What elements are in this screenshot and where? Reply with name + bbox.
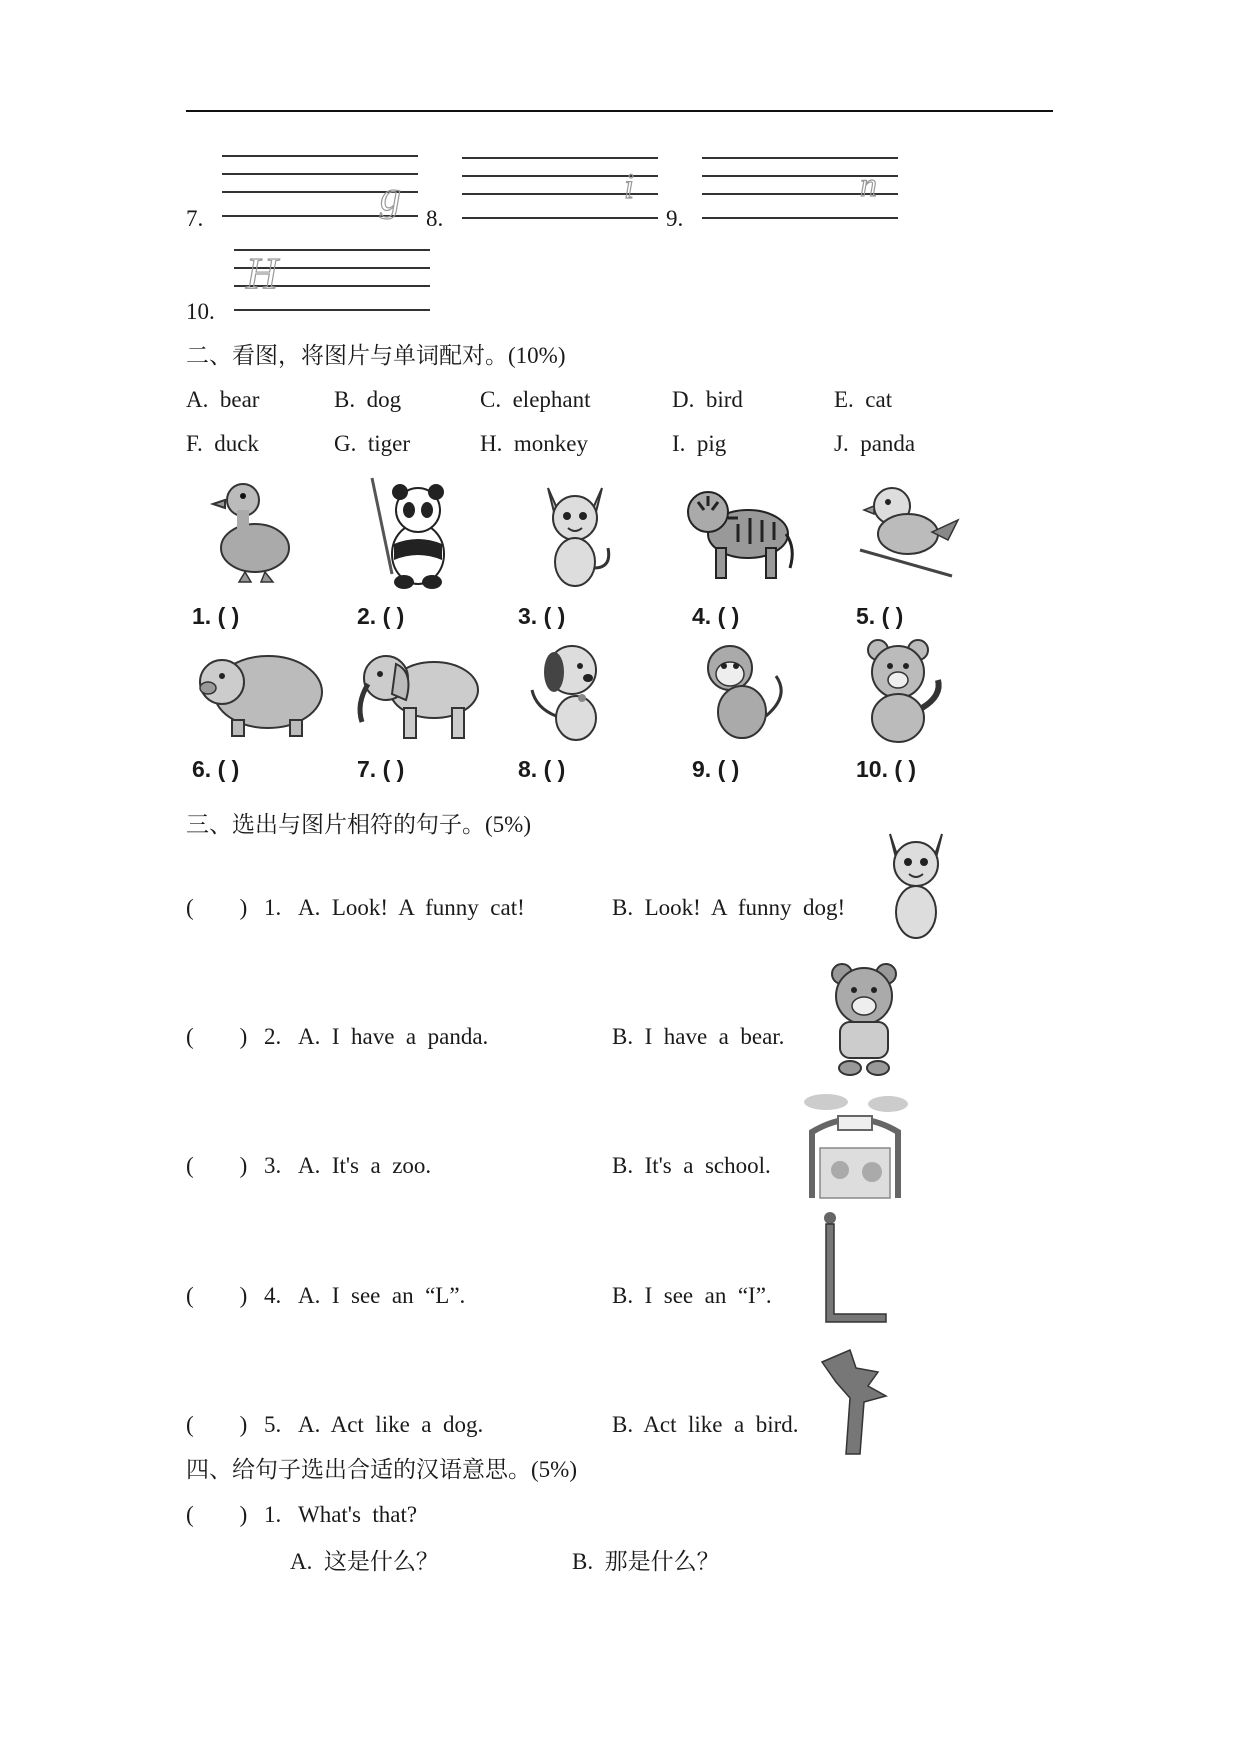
- option-i: I. pig: [672, 431, 727, 456]
- four-line-grid[interactable]: [232, 244, 432, 314]
- question-number: 1.: [264, 895, 282, 920]
- picture-caption-10[interactable]: 10. ( ): [856, 756, 917, 782]
- picture-caption-4[interactable]: 4. ( ): [692, 603, 740, 629]
- four-line-grid[interactable]: [460, 152, 660, 222]
- question-number: 3.: [264, 1153, 282, 1178]
- zoo-icon: [796, 1088, 914, 1206]
- option-b-text: B. Look! A funny dog!: [612, 895, 846, 920]
- answer-paren[interactable]: ( ): [186, 1153, 248, 1178]
- question-number: 1.: [264, 1502, 282, 1527]
- bird-icon: [852, 476, 960, 584]
- four-line-grid[interactable]: [700, 152, 900, 222]
- option-a-text: A. I see an “L”.: [298, 1283, 466, 1308]
- item-number: 8.: [426, 206, 444, 231]
- question-number: 2.: [264, 1024, 282, 1049]
- section-3-title: 三、选出与图片相符的句子。(5%): [186, 812, 531, 837]
- option-d: D. bird: [672, 387, 743, 412]
- picture-caption-8[interactable]: 8. ( ): [518, 756, 566, 782]
- option-j: J. panda: [834, 431, 916, 456]
- section-4-title: 四、给句子选出合适的汉语意思。(5%): [186, 1457, 577, 1482]
- answer-paren[interactable]: ( ): [186, 1024, 248, 1049]
- option-a-text: A. Look! A funny cat!: [298, 895, 525, 920]
- picture-caption-3[interactable]: 3. ( ): [518, 603, 566, 629]
- item-number: 7.: [186, 206, 204, 231]
- option-a-text: A. Act like a dog.: [298, 1412, 484, 1437]
- answer-paren[interactable]: ( ): [186, 1502, 248, 1527]
- option-c: C. elephant: [480, 387, 591, 412]
- dog-icon: [526, 636, 620, 746]
- option-b-text: B. Act like a bird.: [612, 1412, 799, 1437]
- picture-caption-2[interactable]: 2. ( ): [357, 603, 405, 629]
- tracing-letter: g: [380, 174, 401, 220]
- item-number: 10.: [186, 299, 215, 324]
- option-b-text: B. I see an “I”.: [612, 1283, 772, 1308]
- pig-icon: [192, 642, 326, 740]
- cat-icon: [876, 826, 956, 944]
- picture-caption-9[interactable]: 9. ( ): [692, 756, 740, 782]
- duck-icon: [205, 470, 305, 590]
- option-e: E. cat: [834, 387, 893, 412]
- elephant-icon: [348, 644, 488, 744]
- tiger-icon: [678, 478, 798, 588]
- option-g: G. tiger: [334, 431, 411, 456]
- picture-caption-6[interactable]: 6. ( ): [192, 756, 240, 782]
- option-h: H. monkey: [480, 431, 588, 456]
- option-b: B. dog: [334, 387, 402, 412]
- picture-caption-5[interactable]: 5. ( ): [856, 603, 904, 629]
- option-b-text: B. 那是什么？: [572, 1549, 720, 1574]
- option-b-text: B. It's a school.: [612, 1153, 771, 1178]
- option-f: F. duck: [186, 431, 259, 456]
- top-rule: [186, 110, 1053, 112]
- letter-l-icon: [816, 1208, 892, 1330]
- option-a-text: A. I have a panda.: [298, 1024, 489, 1049]
- option-a-text: A. It's a zoo.: [298, 1153, 432, 1178]
- bird-pose-icon: [816, 1342, 896, 1458]
- option-a: A. bear: [186, 387, 260, 412]
- question-text: What's that?: [298, 1502, 418, 1527]
- answer-paren[interactable]: ( ): [186, 1412, 248, 1437]
- monkey-icon: [690, 636, 790, 746]
- bear-icon: [824, 960, 904, 1078]
- cat-icon: [530, 478, 620, 590]
- panda-icon: [362, 474, 462, 592]
- answer-paren[interactable]: ( ): [186, 895, 248, 920]
- option-a-text: A. 这是什么？: [290, 1549, 439, 1574]
- tracing-letter: H: [246, 249, 278, 298]
- picture-caption-7[interactable]: 7. ( ): [357, 756, 405, 782]
- four-line-grid[interactable]: [220, 150, 420, 220]
- question-number: 5.: [264, 1412, 282, 1437]
- answer-paren[interactable]: ( ): [186, 1283, 248, 1308]
- question-number: 4.: [264, 1283, 282, 1308]
- picture-caption-1[interactable]: 1. ( ): [192, 603, 240, 629]
- section-2-title: 二、看图，将图片与单词配对。(10%): [186, 343, 566, 368]
- bear-icon: [852, 636, 950, 746]
- item-number: 9.: [666, 206, 684, 231]
- option-b-text: B. I have a bear.: [612, 1024, 785, 1049]
- tracing-letter: n: [860, 167, 877, 204]
- tracing-letter: i: [624, 166, 635, 206]
